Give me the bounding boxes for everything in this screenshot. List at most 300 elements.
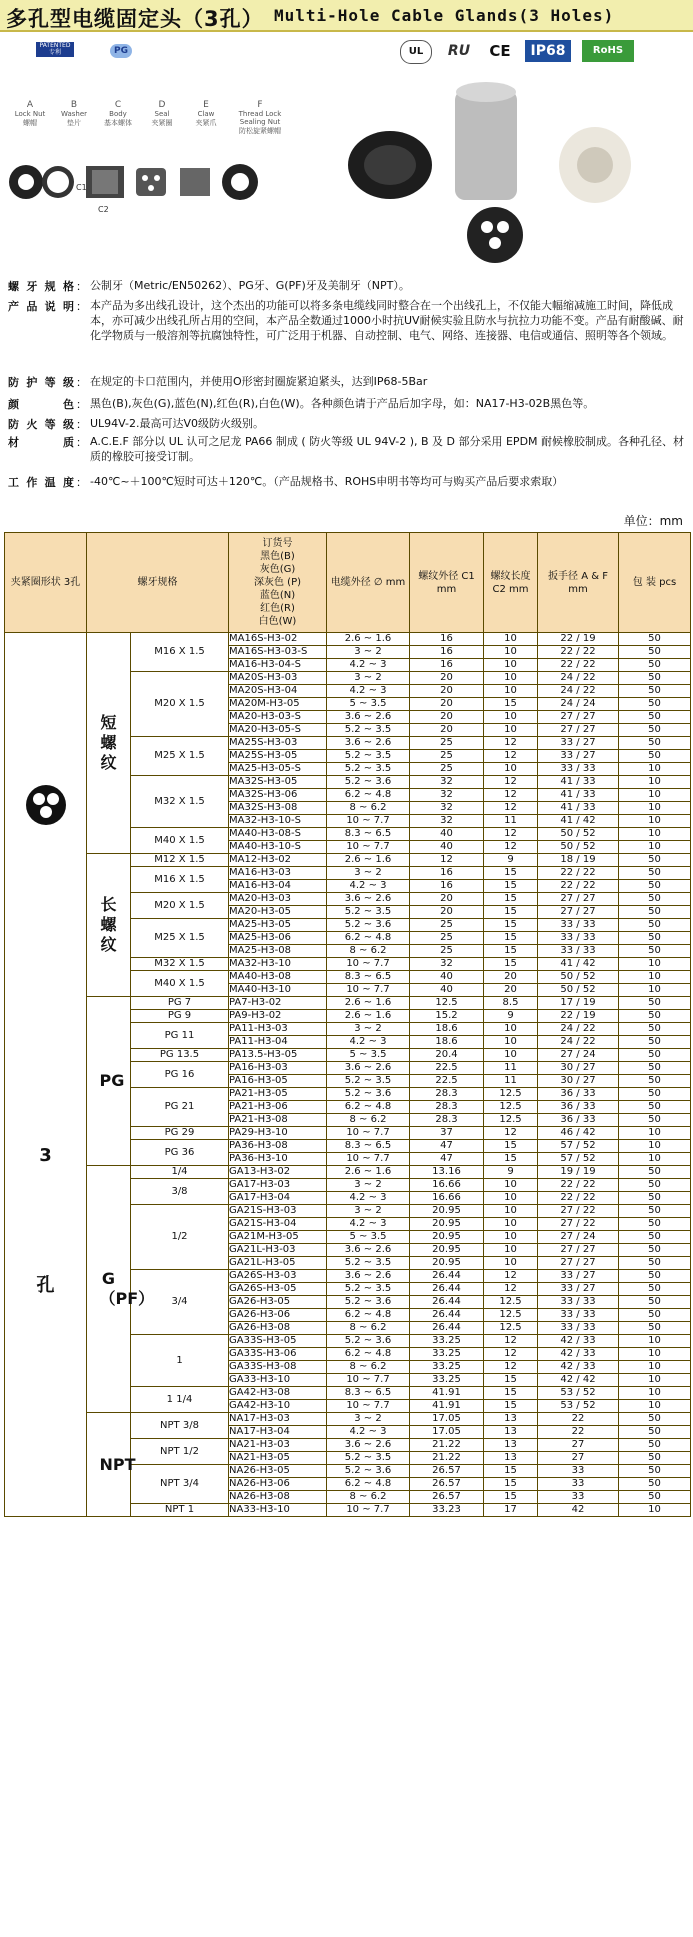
order-code: GA17-H3-04 (229, 1192, 327, 1205)
pack-qty: 50 (619, 1075, 691, 1088)
pg-badge: PG (110, 44, 132, 58)
pack-qty: 10 (619, 1374, 691, 1387)
cable-range: 5.2 ~ 3.5 (327, 1283, 410, 1296)
thread-length: 15 (484, 958, 538, 971)
cable-range: 5 ~ 3.5 (327, 698, 410, 711)
order-code: MA16-H3-03 (229, 867, 327, 880)
wrench-size: 57 / 52 (538, 1153, 619, 1166)
wrench-size: 30 / 27 (538, 1062, 619, 1075)
order-code: PA11-H3-03 (229, 1023, 327, 1036)
thread-diameter: 26.44 (410, 1270, 484, 1283)
pack-qty: 50 (619, 997, 691, 1010)
cable-range: 3 ~ 2 (327, 1205, 410, 1218)
cable-range: 8 ~ 6.2 (327, 945, 410, 958)
title-bar (0, 0, 693, 32)
order-code: PA11-H3-04 (229, 1036, 327, 1049)
thread-length: 15 (484, 906, 538, 919)
thread-length: 15 (484, 1153, 538, 1166)
thread-spec: M12 X 1.5 (131, 854, 229, 867)
pack-qty: 50 (619, 737, 691, 750)
table-row (5, 1413, 691, 1426)
cable-range: 10 ~ 7.7 (327, 1127, 410, 1140)
pack-qty: 50 (619, 659, 691, 672)
order-code: GA21M-H3-05 (229, 1231, 327, 1244)
pack-qty: 10 (619, 1387, 691, 1400)
thread-diameter: 20 (410, 685, 484, 698)
thread-length: 12 (484, 1270, 538, 1283)
cable-range: 2.6 ~ 1.6 (327, 854, 410, 867)
thread-length: 12.5 (484, 1309, 538, 1322)
thread-length: 13 (484, 1413, 538, 1426)
thread-diameter: 20.95 (410, 1244, 484, 1257)
wrench-size: 33 / 33 (538, 932, 619, 945)
thread-spec: PG 16 (131, 1062, 229, 1088)
cable-range: 5 ~ 3.5 (327, 1231, 410, 1244)
cable-range: 5 ~ 3.5 (327, 1049, 410, 1062)
ul-logo-icon: UL (400, 40, 432, 64)
thread-length: 17 (484, 1504, 538, 1517)
thread-length: 15 (484, 1374, 538, 1387)
order-code: MA20-H3-05 (229, 906, 327, 919)
cable-range: 5.2 ~ 3.5 (327, 1075, 410, 1088)
thread-length: 20 (484, 984, 538, 997)
wrench-size: 33 / 33 (538, 1296, 619, 1309)
order-code: MA16-H3-04 (229, 880, 327, 893)
thread-diameter: 20.95 (410, 1218, 484, 1231)
wrench-size: 27 (538, 1439, 619, 1452)
wrench-size: 46 / 42 (538, 1127, 619, 1140)
wrench-size: 22 / 22 (538, 1179, 619, 1192)
order-code: MA25-H3-08 (229, 945, 327, 958)
cable-range: 10 ~ 7.7 (327, 1400, 410, 1413)
cable-range: 4.2 ~ 3 (327, 880, 410, 893)
part-label-e: E Claw 夹紧爪 (195, 100, 217, 127)
pack-qty: 50 (619, 880, 691, 893)
pack-qty: 50 (619, 1452, 691, 1465)
group-label: PG (87, 997, 131, 1166)
header-color: 白色(W) (258, 616, 297, 627)
cable-range: 4.2 ~ 3 (327, 1036, 410, 1049)
order-code: NA33-H3-10 (229, 1504, 327, 1517)
order-code: PA16-H3-03 (229, 1062, 327, 1075)
thread-diameter: 33.25 (410, 1361, 484, 1374)
order-code: GA13-H3-02 (229, 1166, 327, 1179)
wrench-size: 27 / 22 (538, 1205, 619, 1218)
thread-diameter: 16 (410, 646, 484, 659)
thread-diameter: 16.66 (410, 1192, 484, 1205)
pack-qty: 50 (619, 1439, 691, 1452)
order-code: MA40-H3-10-S (229, 841, 327, 854)
header-wrench: 扳手径 A & F mm (538, 533, 619, 633)
cable-range: 5.2 ~ 3.6 (327, 1088, 410, 1101)
cable-range: 4.2 ~ 3 (327, 1218, 410, 1231)
thread-diameter: 41.91 (410, 1387, 484, 1400)
thread-spec: M16 X 1.5 (131, 633, 229, 672)
thread-spec: M40 X 1.5 (131, 828, 229, 854)
thread-length: 12 (484, 737, 538, 750)
thread-diameter: 20 (410, 893, 484, 906)
thread-diameter: 20 (410, 698, 484, 711)
cable-range: 4.2 ~ 3 (327, 1426, 410, 1439)
cable-range: 8.3 ~ 6.5 (327, 1140, 410, 1153)
thread-spec: PG 21 (131, 1088, 229, 1127)
thread-spec: NPT 1/2 (131, 1439, 229, 1465)
order-code: NA21-H3-05 (229, 1452, 327, 1465)
order-code: NA26-H3-06 (229, 1478, 327, 1491)
thread-spec: PG 7 (131, 997, 229, 1010)
thread-length: 10 (484, 685, 538, 698)
dim-c1: C1 (76, 183, 87, 192)
thread-length: 9 (484, 1166, 538, 1179)
thread-length: 9 (484, 854, 538, 867)
order-code: MA20S-H3-04 (229, 685, 327, 698)
thread-diameter: 25 (410, 750, 484, 763)
pack-qty: 50 (619, 854, 691, 867)
pack-qty: 50 (619, 1010, 691, 1023)
wrench-size: 22 / 22 (538, 880, 619, 893)
thread-length: 20 (484, 971, 538, 984)
thread-spec: 3/8 (131, 1179, 229, 1205)
thread-spec: PG 13.5 (131, 1049, 229, 1062)
order-code: GA21L-H3-05 (229, 1257, 327, 1270)
table-row (5, 854, 691, 867)
cable-range: 10 ~ 7.7 (327, 1153, 410, 1166)
wrench-size: 19 / 19 (538, 1166, 619, 1179)
thread-diameter: 33.25 (410, 1374, 484, 1387)
pack-qty: 50 (619, 1101, 691, 1114)
thread-diameter: 17.05 (410, 1413, 484, 1426)
pack-qty: 10 (619, 1504, 691, 1517)
order-code: NA21-H3-03 (229, 1439, 327, 1452)
thread-diameter: 12 (410, 854, 484, 867)
cable-range: 4.2 ~ 3 (327, 1192, 410, 1205)
thread-diameter: 20.4 (410, 1049, 484, 1062)
thread-length: 12.5 (484, 1088, 538, 1101)
spec-label: 防护等级 (8, 376, 74, 389)
order-code: MA12-H3-02 (229, 854, 327, 867)
thread-length: 9 (484, 1010, 538, 1023)
wrench-size: 33 / 33 (538, 763, 619, 776)
cable-range: 5.2 ~ 3.6 (327, 1335, 410, 1348)
thread-diameter: 32 (410, 815, 484, 828)
thread-length: 11 (484, 815, 538, 828)
wrench-size: 42 / 42 (538, 1374, 619, 1387)
order-code: GA26-H3-05 (229, 1296, 327, 1309)
order-code: MA16S-H3-02 (229, 633, 327, 646)
thread-length: 8.5 (484, 997, 538, 1010)
spec-label: 材质 (8, 436, 74, 449)
thread-length: 15 (484, 893, 538, 906)
ip68-logo-icon: IP68 (525, 40, 571, 62)
cable-range: 6.2 ~ 4.8 (327, 789, 410, 802)
wrench-size: 36 / 33 (538, 1101, 619, 1114)
thread-diameter: 16 (410, 867, 484, 880)
cable-range: 5.2 ~ 3.5 (327, 1452, 410, 1465)
thread-diameter: 16.66 (410, 1179, 484, 1192)
table-row (5, 1166, 691, 1179)
thread-diameter: 15.2 (410, 1010, 484, 1023)
thread-diameter: 47 (410, 1153, 484, 1166)
cable-range: 5.2 ~ 3.6 (327, 776, 410, 789)
order-code: PA29-H3-10 (229, 1127, 327, 1140)
thread-length: 13 (484, 1452, 538, 1465)
wrench-size: 27 / 27 (538, 1257, 619, 1270)
header-pack: 包 装 pcs (619, 533, 691, 633)
cable-range: 5.2 ~ 3.6 (327, 1465, 410, 1478)
thread-length: 15 (484, 1387, 538, 1400)
patented-badge: PATENTED 专利 (36, 42, 74, 57)
wrench-size: 27 / 27 (538, 893, 619, 906)
order-code: NA26-H3-05 (229, 1465, 327, 1478)
wrench-size: 22 / 19 (538, 633, 619, 646)
wrench-size: 24 / 22 (538, 672, 619, 685)
order-code: GA33S-H3-08 (229, 1361, 327, 1374)
thread-diameter: 18.6 (410, 1036, 484, 1049)
part-label-a: A Lock Nut 螺帽 (14, 100, 46, 127)
thread-length: 10 (484, 659, 538, 672)
thread-spec: M25 X 1.5 (131, 919, 229, 958)
header-cable: 电缆外径 ∅ mm (327, 533, 410, 633)
thread-length: 13 (484, 1439, 538, 1452)
thread-spec: NPT 3/8 (131, 1413, 229, 1439)
pack-qty: 50 (619, 919, 691, 932)
header-c1: 螺纹外径 C1 mm (410, 533, 484, 633)
pack-qty: 50 (619, 867, 691, 880)
wrench-size: 33 (538, 1478, 619, 1491)
thread-spec: M20 X 1.5 (131, 672, 229, 737)
claw-shape (180, 168, 210, 196)
thread-diameter: 26.57 (410, 1478, 484, 1491)
cable-range: 3 ~ 2 (327, 646, 410, 659)
hole-count-label: 3 孔 (36, 1145, 55, 1296)
cable-range: 8 ~ 6.2 (327, 1361, 410, 1374)
thread-length: 10 (484, 1023, 538, 1036)
thread-diameter: 26.57 (410, 1465, 484, 1478)
thread-length: 10 (484, 1036, 538, 1049)
pack-qty: 50 (619, 724, 691, 737)
spec-value: UL94V-2.最高可达V0级防火级别。 (90, 417, 265, 430)
wrench-size: 33 (538, 1465, 619, 1478)
thread-length: 15 (484, 880, 538, 893)
spec-value: 黑色(B),灰色(G),蓝色(N),红色(R),白色(W)。各种颜色请于产品后加字母，如：NA17-H3-02B黑色等。 (90, 397, 595, 410)
cable-range: 10 ~ 7.7 (327, 958, 410, 971)
spec-label: 产品说明 (8, 300, 74, 313)
thread-length: 10 (484, 1192, 538, 1205)
header-color: 蓝色(N) (259, 590, 296, 601)
order-code: MA40-H3-08-S (229, 828, 327, 841)
cable-range: 10 ~ 7.7 (327, 841, 410, 854)
wrench-size: 33 / 33 (538, 919, 619, 932)
thread-length: 12 (484, 841, 538, 854)
cable-range: 10 ~ 7.7 (327, 984, 410, 997)
spec-value: -40℃~＋100℃短时可达＋120℃。（产品规格书、ROHS申明书等均可与购买产品后要求索取） (90, 475, 564, 488)
wrench-size: 24 / 24 (538, 698, 619, 711)
wrench-size: 22 (538, 1426, 619, 1439)
pack-qty: 10 (619, 971, 691, 984)
thread-diameter: 13.16 (410, 1166, 484, 1179)
order-code: MA32S-H3-08 (229, 802, 327, 815)
thread-length: 11 (484, 1062, 538, 1075)
thread-spec: NPT 3/4 (131, 1465, 229, 1504)
pack-qty: 50 (619, 1296, 691, 1309)
thread-diameter: 20.95 (410, 1205, 484, 1218)
header-color: 红色(R) (260, 603, 295, 614)
thread-spec: NPT 1 (131, 1504, 229, 1517)
thread-length: 12 (484, 1127, 538, 1140)
thread-diameter: 26.44 (410, 1283, 484, 1296)
order-code: GA26S-H3-03 (229, 1270, 327, 1283)
wrench-size: 27 / 22 (538, 1218, 619, 1231)
thread-length: 15 (484, 1140, 538, 1153)
cable-range: 6.2 ~ 4.8 (327, 1348, 410, 1361)
product-photo (330, 70, 670, 270)
wrench-size: 22 / 22 (538, 646, 619, 659)
thread-spec: PG 36 (131, 1140, 229, 1166)
pack-qty: 50 (619, 1426, 691, 1439)
thread-spec: 1 1/4 (131, 1387, 229, 1413)
thread-spec: M40 X 1.5 (131, 971, 229, 997)
order-code: MA40-H3-08 (229, 971, 327, 984)
wrench-size: 41 / 42 (538, 958, 619, 971)
spec-value: A.C.E.F 部分以 UL 认可之尼龙 PA66 制成 ( 防火等级 UL 94V-2 ), B 及 D 部分采用 EPDM 耐候橡胶制成。各种孔径、材质的橡胶可接受订制。 (90, 435, 685, 463)
thread-length: 12 (484, 1283, 538, 1296)
order-code: GA26-H3-08 (229, 1322, 327, 1335)
wrench-size: 33 / 27 (538, 737, 619, 750)
thread-length: 15 (484, 919, 538, 932)
thread-diameter: 22.5 (410, 1062, 484, 1075)
wrench-size: 33 / 27 (538, 1283, 619, 1296)
wrench-size: 22 (538, 1413, 619, 1426)
pack-qty: 10 (619, 984, 691, 997)
wrench-size: 27 / 27 (538, 711, 619, 724)
wrench-size: 33 / 33 (538, 1322, 619, 1335)
thread-diameter: 22.5 (410, 1075, 484, 1088)
thread-diameter: 33.25 (410, 1348, 484, 1361)
pack-qty: 50 (619, 1322, 691, 1335)
seal-shape (136, 168, 166, 196)
wrench-size: 18 / 19 (538, 854, 619, 867)
table-row (5, 997, 691, 1010)
thread-diameter: 32 (410, 776, 484, 789)
thread-length: 10 (484, 1231, 538, 1244)
pack-qty: 50 (619, 711, 691, 724)
thread-length: 12.5 (484, 1322, 538, 1335)
pack-qty: 10 (619, 1400, 691, 1413)
part-label-c: C Body 基本螺体 (104, 100, 132, 127)
wrench-size: 41 / 42 (538, 815, 619, 828)
thread-diameter: 20 (410, 906, 484, 919)
cable-range: 3.6 ~ 2.6 (327, 737, 410, 750)
order-code: NA17-H3-03 (229, 1413, 327, 1426)
ur-logo-icon: RU (447, 43, 471, 59)
thread-spec: 1 (131, 1335, 229, 1387)
thread-length: 12 (484, 802, 538, 815)
thread-length: 10 (484, 1205, 538, 1218)
thread-spec: PG 9 (131, 1010, 229, 1023)
cable-range: 3.6 ~ 2.6 (327, 1439, 410, 1452)
thread-length: 12 (484, 1361, 538, 1374)
thread-diameter: 28.3 (410, 1101, 484, 1114)
order-code: MA16-H3-04-S (229, 659, 327, 672)
order-code: PA16-H3-05 (229, 1075, 327, 1088)
pack-qty: 50 (619, 1114, 691, 1127)
cable-range: 2.6 ~ 1.6 (327, 1166, 410, 1179)
thread-length: 12 (484, 1348, 538, 1361)
thread-length: 15 (484, 1400, 538, 1413)
pack-qty: 50 (619, 1257, 691, 1270)
pack-qty: 10 (619, 828, 691, 841)
cable-range: 3.6 ~ 2.6 (327, 1062, 410, 1075)
order-code: GA33S-H3-06 (229, 1348, 327, 1361)
thread-diameter: 16 (410, 633, 484, 646)
pack-qty: 50 (619, 1478, 691, 1491)
thread-length: 10 (484, 1257, 538, 1270)
pack-qty: 50 (619, 1166, 691, 1179)
thread-diameter: 28.3 (410, 1088, 484, 1101)
cable-range: 8 ~ 6.2 (327, 802, 410, 815)
header-order-label: 订货号 (262, 538, 293, 549)
order-code: GA26-H3-06 (229, 1309, 327, 1322)
thread-diameter: 26.44 (410, 1296, 484, 1309)
wrench-size: 24 / 22 (538, 1023, 619, 1036)
cable-range: 8 ~ 6.2 (327, 1114, 410, 1127)
order-code: GA42-H3-08 (229, 1387, 327, 1400)
pack-qty: 50 (619, 1062, 691, 1075)
wrench-size: 33 (538, 1491, 619, 1504)
thread-diameter: 40 (410, 984, 484, 997)
thread-length: 12 (484, 1335, 538, 1348)
pack-qty: 50 (619, 1283, 691, 1296)
wrench-size: 27 / 27 (538, 724, 619, 737)
thread-spec: M20 X 1.5 (131, 893, 229, 919)
header-thread: 螺牙规格 (87, 533, 229, 633)
order-code: MA32S-H3-06 (229, 789, 327, 802)
page-title-cn: 多孔型电缆固定头（3孔） (6, 7, 264, 31)
page-title-en: Multi-Hole Cable Glands(3 Holes) (274, 6, 615, 25)
thread-diameter: 20 (410, 724, 484, 737)
spec-value: 在规定的卡口范围内，并使用O形密封圈旋紧迫紧头，达到IP68-5Bar (90, 375, 428, 388)
thread-diameter: 25 (410, 763, 484, 776)
thread-diameter: 20.95 (410, 1231, 484, 1244)
table-row (5, 633, 691, 646)
thread-length: 15 (484, 932, 538, 945)
dim-c2: C2 (98, 205, 109, 214)
header-color: 深灰色 (P) (253, 577, 301, 588)
cable-range: 3 ~ 2 (327, 1179, 410, 1192)
cable-range: 8 ~ 6.2 (327, 1491, 410, 1504)
thread-spec: M32 X 1.5 (131, 958, 229, 971)
wrench-size: 24 / 22 (538, 1036, 619, 1049)
cable-range: 3 ~ 2 (327, 1413, 410, 1426)
wrench-size: 42 / 33 (538, 1348, 619, 1361)
cable-range: 8.3 ~ 6.5 (327, 1387, 410, 1400)
pack-qty: 50 (619, 1231, 691, 1244)
cable-range: 6.2 ~ 4.8 (327, 932, 410, 945)
cable-range: 6.2 ~ 4.8 (327, 1101, 410, 1114)
order-code: MA32-H3-10 (229, 958, 327, 971)
thread-diameter: 40 (410, 971, 484, 984)
order-code: GA33S-H3-05 (229, 1335, 327, 1348)
order-code: GA21S-H3-04 (229, 1218, 327, 1231)
pack-qty: 10 (619, 958, 691, 971)
order-code: PA36-H3-08 (229, 1140, 327, 1153)
cable-range: 5.2 ~ 3.5 (327, 724, 410, 737)
thread-length: 15 (484, 1465, 538, 1478)
wrench-size: 22 / 22 (538, 867, 619, 880)
wrench-size: 27 / 24 (538, 1231, 619, 1244)
pack-qty: 50 (619, 1205, 691, 1218)
order-code: MA32-H3-10-S (229, 815, 327, 828)
